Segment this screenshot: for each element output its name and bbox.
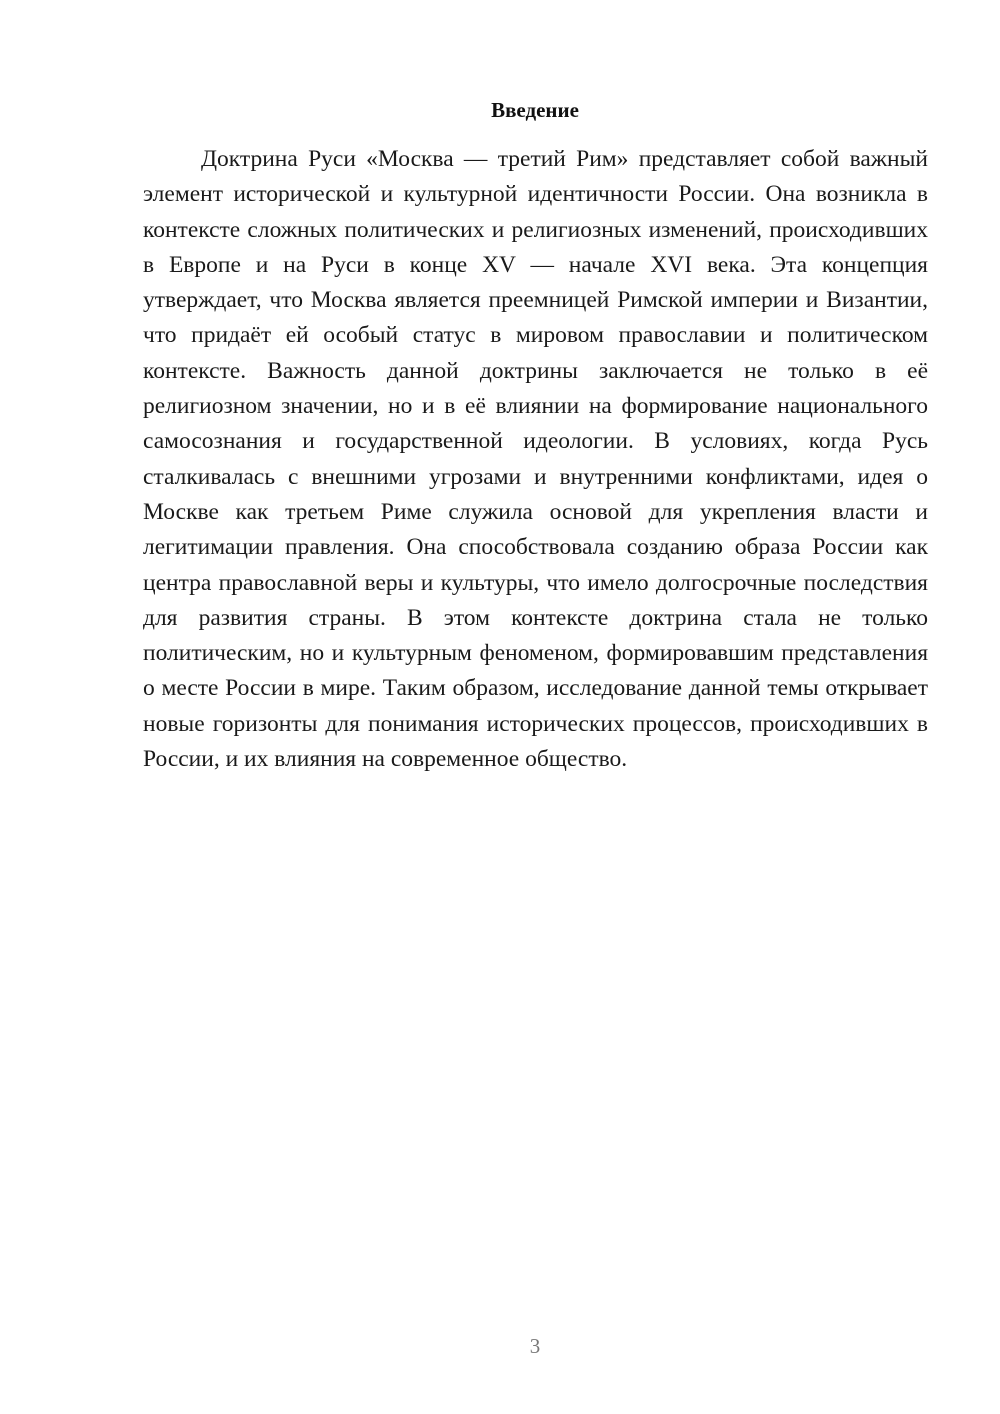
section-heading: Введение: [491, 98, 579, 122]
page-number: 3: [529, 1334, 541, 1358]
intro-paragraph: Доктрина Руси «Москва — третий Рим» представляет собой важный элемент исторической и культурной идентичности России. Она возникла в контексте сложных политических и религиозных изменений, происходивших в Европе и на Руси в конце XV — начале XVI века. Эта концепция утверждает, что Москва является преемницей Римской империи и Византии, что придаёт ей особый статус в мировом православии и политическом контексте. Важность данной доктрины заключается не только в её религиозном значении, но и в её влиянии на формирование национального самосознания и государственной идеологии. В условиях, когда Русь сталкивалась с внешними угрозами и внутренними конфликтами, идея о Москве как третьем Риме служила основой для укрепления власти и легитимации правления. Она способствовала созданию образа России как центра православной веры и культуры, что имело долгосрочные последствия для развития страны. В этом контексте доктрина стала не только политическим, но и культурным феноменом, формировавшим представления о месте России в мире. Таким образом, исследование данной темы открывает новые горизонты для понимания исторических процессов, происходивших в России, и их влияния на современное общество.: [143, 146, 928, 773]
